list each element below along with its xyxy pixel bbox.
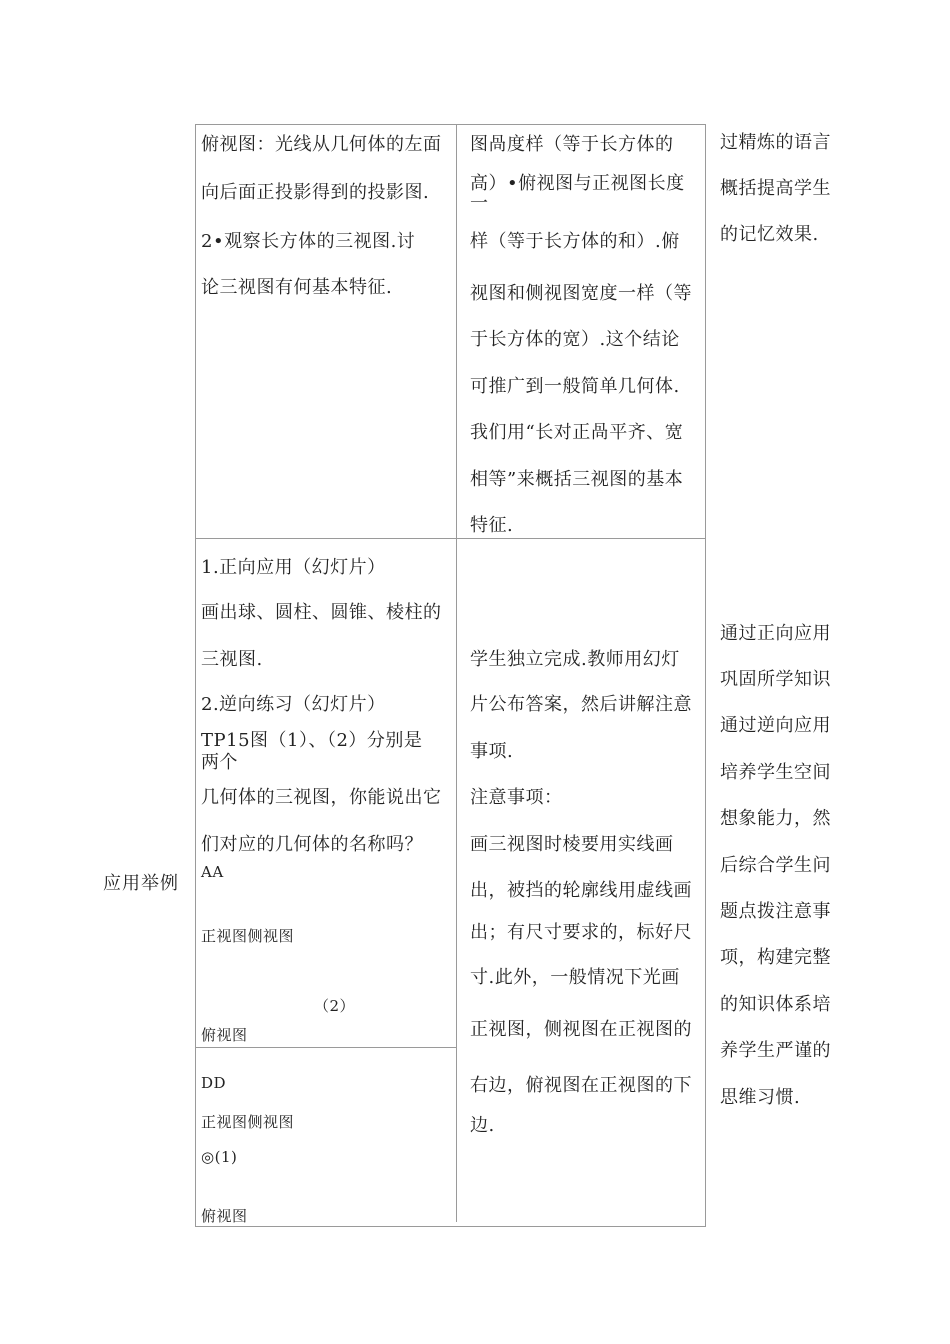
text-line: 画出球、圆柱、圆锥、棱柱的 bbox=[201, 602, 442, 623]
text-line: 两个 bbox=[201, 752, 238, 773]
text-line: 图咼度样（等于长方体的 bbox=[470, 134, 674, 155]
text-line: 培养学生空间 bbox=[720, 762, 831, 783]
text-line: 后综合学生问 bbox=[720, 855, 831, 876]
text-line: 边. bbox=[470, 1115, 495, 1136]
text-line: 样（等于长方体的和）.俯 bbox=[470, 231, 680, 252]
figure-label: 俯视图 bbox=[201, 1026, 248, 1044]
text-line: 右边，俯视图在正视图的下 bbox=[470, 1075, 692, 1096]
text-line: 学生独立完成.教师用幻灯 bbox=[470, 649, 680, 670]
figure-label: 俯视图 bbox=[201, 1207, 248, 1225]
text-line: 们对应的几何体的名称吗？ bbox=[201, 834, 423, 855]
row-divider bbox=[195, 538, 706, 539]
text-line: 可推广到一般简单几何体. bbox=[470, 376, 680, 397]
text-line: 高）•俯视图与正视图长度 bbox=[470, 173, 685, 194]
figure-label: （2） bbox=[314, 997, 356, 1015]
text-line: 于长方体的宽）.这个结论 bbox=[470, 329, 680, 350]
text-line: 论三视图有何基本特征. bbox=[201, 277, 393, 298]
text-line: 正视图，侧视图在正视图的 bbox=[470, 1019, 692, 1040]
text-line: 画三视图时棱要用实线画 bbox=[470, 834, 674, 855]
text-line: 养学生严谨的 bbox=[720, 1040, 831, 1061]
text-line: 过精炼的语言 bbox=[720, 132, 831, 153]
text-line: 出；有尺寸要求的，标好尺 bbox=[470, 922, 692, 943]
section-label: 应用举例 bbox=[103, 873, 179, 894]
text-line: 1.正向应用（幻灯片） bbox=[201, 557, 386, 578]
text-line: 向后面正投影得到的投影图. bbox=[201, 182, 430, 203]
figure-label: DD bbox=[201, 1074, 227, 1092]
text-line: 项，构建完整 bbox=[720, 947, 831, 968]
text-line: 通过逆向应用 bbox=[720, 715, 831, 736]
text-line: 注意事项： bbox=[470, 787, 563, 808]
table-top-border bbox=[195, 124, 706, 125]
text-line: 通过正向应用 bbox=[720, 623, 831, 644]
text-line: 2.逆向练习（幻灯片） bbox=[201, 694, 386, 715]
text-line: 三视图. bbox=[201, 649, 263, 670]
column-divider bbox=[456, 124, 457, 1222]
text-line: 巩固所学知识 bbox=[720, 669, 831, 690]
text-line: 寸.此外，一般情况下光画 bbox=[470, 967, 680, 988]
figure-label: ◎(1) bbox=[201, 1148, 238, 1166]
table-right-border bbox=[705, 124, 706, 1227]
text-line: 视图和侧视图宽度一样（等 bbox=[470, 283, 692, 304]
figure-label: 正视图侧视图 bbox=[201, 927, 295, 945]
text-line: 概括提高学生 bbox=[720, 178, 831, 199]
text-line: 思维习惯. bbox=[720, 1087, 801, 1108]
text-line: 的记忆效果. bbox=[720, 224, 819, 245]
text-line: 一 bbox=[470, 193, 489, 214]
text-line: 事项. bbox=[470, 741, 514, 762]
figure-label: 正视图侧视图 bbox=[201, 1113, 295, 1131]
text-line: 特征. bbox=[470, 515, 514, 536]
sub-row-divider bbox=[195, 1047, 457, 1048]
text-line: TP15图（1）、（2）分别是 bbox=[201, 730, 423, 751]
text-line: 的知识体系培 bbox=[720, 994, 831, 1015]
text-line: 相等”来概括三视图的基本 bbox=[470, 469, 684, 490]
text-line: 2•观察长方体的三视图.讨 bbox=[201, 231, 416, 252]
text-line: 俯视图：光线从几何体的左面 bbox=[201, 134, 442, 155]
figure-label: AA bbox=[201, 863, 224, 881]
table-bottom-border bbox=[195, 1226, 706, 1227]
text-line: 出，被挡的轮廓线用虚线画 bbox=[470, 880, 692, 901]
text-line: 题点拨注意事 bbox=[720, 901, 831, 922]
text-line: 想象能力，然 bbox=[720, 808, 831, 829]
text-line: 片公布答案，然后讲解注意 bbox=[470, 694, 692, 715]
table-left-border bbox=[195, 124, 196, 1227]
text-line: 我们用“长对正咼平齐、宽 bbox=[470, 422, 684, 443]
text-line: 几何体的三视图，你能说出它 bbox=[201, 787, 442, 808]
